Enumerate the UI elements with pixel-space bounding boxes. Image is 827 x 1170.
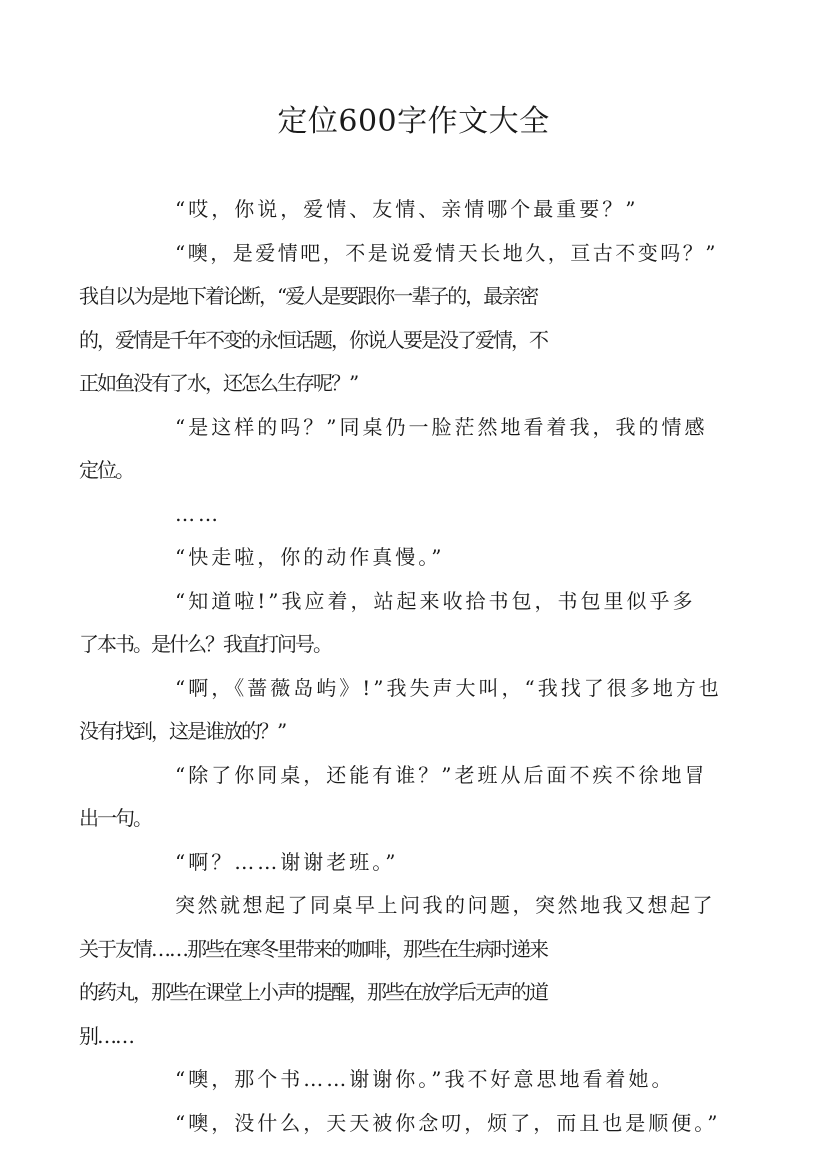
text-line: “啊，《蔷薇岛屿》!”我失声大叫，“我找了很多地方也 [175,675,722,700]
text-line: 的，爱情是千年不变的永恒话题，你说人要是没了爱情，不 [79,327,547,352]
paragraph [79,406,717,493]
paragraph [79,884,717,1058]
page-title: 定位600字作文大全 [277,104,550,139]
paragraph [127,1102,721,1146]
paragraph [127,536,717,580]
paragraph [127,841,717,885]
text-line: 定位。 [79,458,133,482]
paragraph [79,667,722,754]
paragraph [127,493,717,537]
text-line: “除了你同桌，还能有谁？”老班从后面不疾不徐地冒 [175,762,708,787]
text-line: “噢，没什么，天天被你念叨，烦了，而且也是顺便。” [175,1110,721,1135]
text-line: 突然就想起了同桌早上问我的问题，突然地我又想起了 [175,893,715,917]
paragraph [79,754,717,841]
text-line: 关于友情……那些在寒冬里带来的咖啡，那些在生病时递来 [79,936,547,961]
text-line: 的药丸，那些在课堂上小声的提醒，那些在放学后无声的道 [79,980,547,1004]
text-line: 正如鱼没有了水，还怎么生存呢？” [79,371,358,395]
text-line: “知道啦!”我应着，站起来收拾书包，书包里似乎多 [175,588,696,613]
essay-body [79,188,722,1145]
paragraph [79,232,718,406]
paragraph [127,188,717,232]
paragraph [79,580,717,667]
text-line: “噢，那个书……谢谢你。”我不好意思地看着她。 [175,1067,675,1091]
text-line: 了本书。是什么？我直打问号。 [79,632,331,656]
text-line: “噢，是爱情吧，不是说爱情天长地久，亘古不变吗？” [175,240,718,265]
text-line: “是这样的吗？”同桌仍一脸茫然地看着我，我的情感 [175,414,708,439]
paragraph [127,1058,717,1102]
text-line: 我自以为是地下着论断，“爱人是要跟你一辈子的，最亲密 [79,284,538,308]
text-line: “快走啦，你的动作真慢。” [175,545,445,569]
text-line: 没有找到，这是谁放的？” [79,719,286,743]
text-line: 出一句。 [79,806,151,830]
text-line: “啊？……谢谢老班。” [175,849,399,874]
text-line: 别…… [79,1023,133,1048]
text-line: “哎，你说，爱情、友情、亲情哪个最重要？” [175,197,639,221]
text-line: …… [175,501,221,526]
